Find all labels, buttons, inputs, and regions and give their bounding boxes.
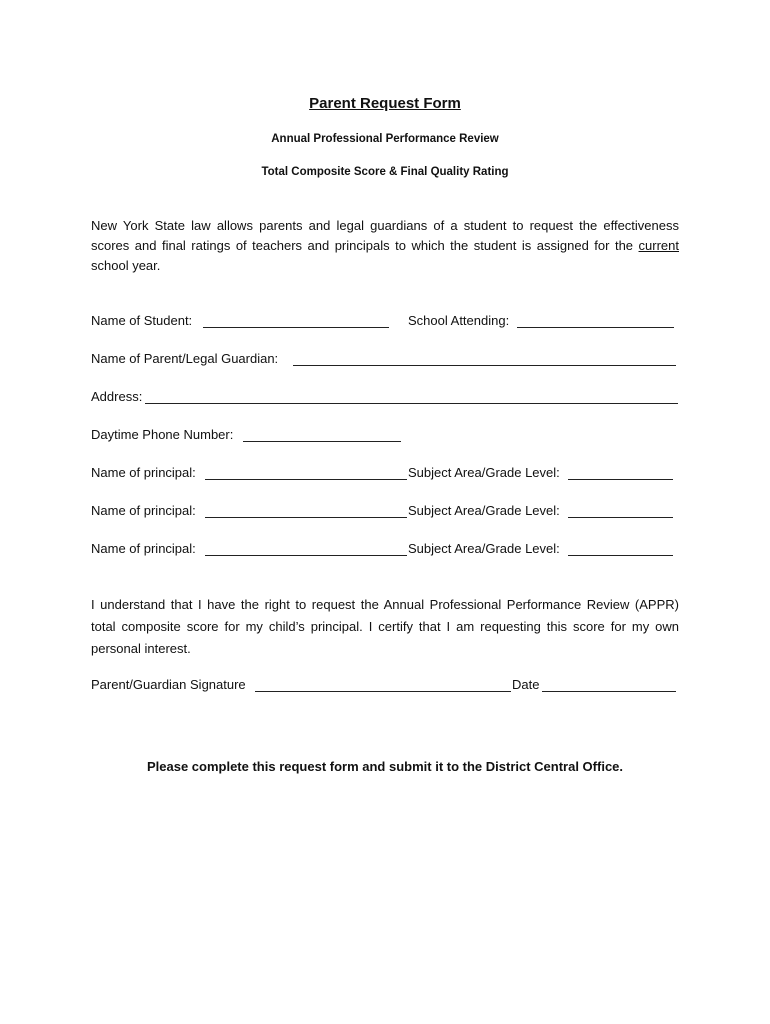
daytime-phone-label: Daytime Phone Number: <box>91 427 234 442</box>
page-title: Parent Request Form <box>309 95 461 112</box>
principal-row <box>91 501 681 521</box>
principal-name-field[interactable] <box>205 517 407 518</box>
principal-name-field[interactable] <box>205 479 407 480</box>
date-field[interactable] <box>542 691 676 692</box>
principal-name-field[interactable] <box>205 555 407 556</box>
student-name-field[interactable] <box>203 327 389 328</box>
date-label: Date <box>512 677 540 692</box>
signature-label: Parent/Guardian Signature <box>91 677 246 692</box>
school-attending-field[interactable] <box>517 327 674 328</box>
signature-row <box>91 675 681 695</box>
school-attending-label: School Attending: <box>408 313 510 328</box>
subject-grade-field[interactable] <box>568 517 673 518</box>
subject-grade-field[interactable] <box>568 479 673 480</box>
principal-row <box>91 463 681 483</box>
address-row <box>91 387 681 407</box>
certification-paragraph: I understand that I have the right to request the Annual Professional Performance Review (APPR) total composite score for my child’s principal. I certify that I am requesting this score for my own personal interest. <box>91 597 679 656</box>
subject-grade-label: Subject Area/Grade Level: <box>408 503 560 518</box>
principal-label: Name of principal: <box>91 503 196 518</box>
intro-text-start: New York State law allows parents and legal guardians of a student to request the effectiveness scores and final ratings of teachers and principals to which the student is assigned for the <box>91 218 679 253</box>
subtitle-appr: Annual Professional Performance Review <box>271 133 499 145</box>
principal-row <box>91 539 681 559</box>
address-field[interactable] <box>145 403 678 404</box>
address-label: Address: <box>91 389 143 404</box>
signature-field[interactable] <box>255 691 511 692</box>
daytime-phone-field[interactable] <box>243 441 401 442</box>
subject-grade-label: Subject Area/Grade Level: <box>408 465 560 480</box>
intro-text-end: school year. <box>91 258 161 273</box>
intro-current-underlined: current <box>638 238 679 253</box>
principal-label: Name of principal: <box>91 465 196 480</box>
principal-label: Name of principal: <box>91 541 196 556</box>
parent-name-field[interactable] <box>293 365 676 366</box>
submission-instructions: Please complete this request form and submit it to the District Central Office. <box>146 759 624 774</box>
intro-paragraph <box>91 216 679 276</box>
parent-name-label: Name of Parent/Legal Guardian: <box>91 351 279 366</box>
parent-row <box>91 349 681 369</box>
subtitle-score: Total Composite Score & Final Quality Rating <box>261 166 509 178</box>
subject-grade-label: Subject Area/Grade Level: <box>408 541 560 556</box>
subject-grade-field[interactable] <box>568 555 673 556</box>
phone-row <box>91 425 681 445</box>
student-row <box>91 311 681 331</box>
student-name-label: Name of Student: <box>91 313 193 328</box>
